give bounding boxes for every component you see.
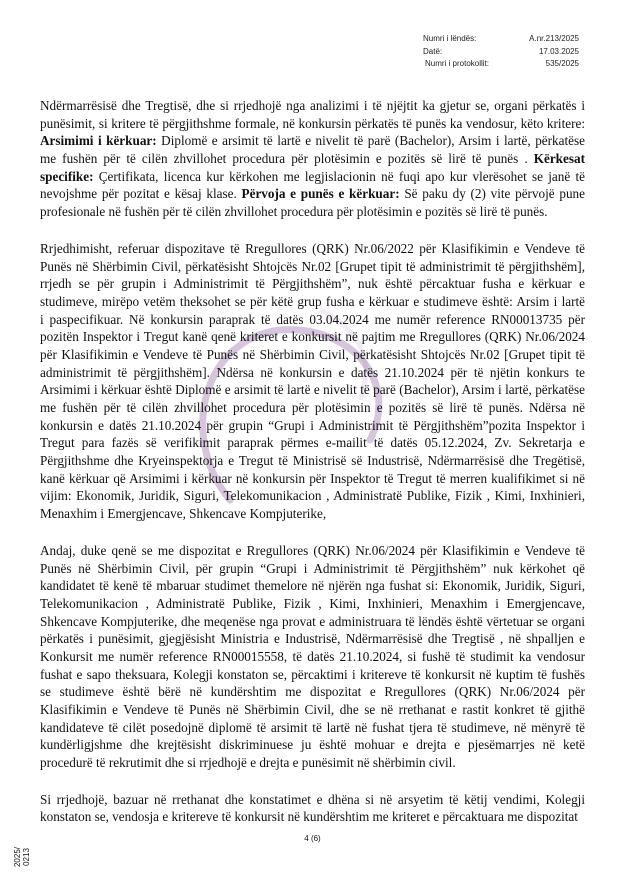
label: Numri i protokollit:: [425, 59, 490, 68]
paragraph: [40, 791, 585, 826]
text-line: Andaj, duke qenë se me dispozitat e Rregullores (QRK) Nr.06/2024 për Klasifikimin e Vendeve të: [40, 542, 585, 558]
text-line: Konkursit me numër reference RN00015558, të datës 21.10.2024, si fushë të studimit ka vendosur: [40, 648, 585, 664]
text-line: kandidateve të cilët posedojnë diplomë të arsimit të lartë në fushat tjera të studimeve, në mënyrë të: [40, 719, 585, 735]
label: Datë:: [423, 46, 443, 56]
text-line: Punës në Shërbimin Civil, për grupin “Grupi i Administrimit të Përgjithshëm” nuk kërkohet që: [40, 560, 585, 576]
text-line: kandidatet të kenë të mbaruar studimet themelore në njërën nga fushat si: Ekonomik, Juridik, Siguri,: [40, 578, 585, 594]
text-line: pozitën Inspektor i Tregut kanë qenë kriteret e konkursit në pajtim me Rregullores (QRK) Nr.06/2024: [40, 329, 585, 345]
text-line: punësimit, si kritere të përgjithshme formale, në konkursin përkatës të punës ka vendosur, këto kritere:: [40, 115, 585, 131]
text-line: procedurë të rekrutimit dhe si rrjedhojë e drejta e punësimit në shërbimin civil.: [40, 755, 456, 771]
text-line: rrjedh se për grupin i Administrimit të Përgjithshëm”, nuk është përcaktuar fusha e kërkuar e: [40, 276, 585, 292]
text-line: Menaxhim i Emergjencave, Shkencave Kompjuterike,: [40, 506, 327, 522]
bold-heading: Përvoja e punës e kërkuar:: [241, 186, 400, 202]
text-line: konstaton se, vendosja e kritereve të konkursit në kundërshtim me kriteret e përcaktuara me dispozitat: [40, 809, 578, 825]
date-row: [423, 47, 579, 60]
document-body: [40, 97, 585, 845]
label: Numri i lëndës:: [423, 34, 477, 43]
text-line: specifike: Çertifikata, licenca kur kërkohen me legjislacionin në fuqi apo kur vlerësohet se janë të: [40, 168, 585, 184]
text-line: me fushën për të cilën zhvillohet procedura për plotësimin e pozitës së lirë të punës . Kërkesat: [40, 151, 585, 167]
text-line: Ndërmarrësisë dhe Tregtisë, dhe si rrjedhojë nga analizimi i të njëjtit ka gjetur se, organi përkatës i: [40, 98, 585, 113]
text-line: Rrjedhimisht, referuar dispozitave të Rregullores (QRK) Nr.06/2022 për Klasifikimin e Vendeve të: [40, 240, 585, 256]
text-line: vijim: Ekonomik, Juridik, Siguri, Telekomunikacion , Administratë Publike, Fizik , Kimi, Inxhinieri,: [40, 488, 585, 504]
text-line: i paspecifikuar. Në konkursin paraprak të datës 03.04.2024 me numër reference RN00013735 për: [40, 311, 585, 327]
text-line: Klasifikimin e Vendeve të Punës në Shërbimin Civil, dhe se në rrethanat e rastit konkret të gjithë: [40, 702, 585, 717]
text-line: Përgjithshme dhe Kryeinspektorja e Tregut të Ministrisë së Industrisë, Ndërmarrësisë dhe Tregëtisë,: [40, 453, 585, 469]
protocol-number-row: [423, 59, 579, 72]
text-line: nevojshme për pozitat e kësaj klase. Përvoja e punës e kërkuar: Së paku dy (2) vite përvojë pune: [40, 186, 585, 202]
text-line: studimeve, mirëpo vetëm theksohet se për këtë grup fusha e kërkuar e studimeve është: Arsim i lartë: [40, 293, 585, 309]
bold-heading: specifike:: [40, 168, 94, 184]
text-line: Shkencave Kompjuterike, dhe meqenëse nga provat e administruara të lëndës është vërtetuar se organi: [40, 613, 585, 629]
value: 17.03.2025: [538, 46, 579, 56]
text-line: kundërligjshme dhe krejtësisht diskriminuese ju është mohuar e drejta e pjesëmarrjes në ketë: [40, 737, 585, 753]
case-info-header: [423, 34, 579, 72]
value: A.nr.213/2025: [529, 34, 579, 43]
paragraph: [40, 542, 585, 772]
bold-heading: Kërkesat: [533, 151, 585, 167]
text-line: Si rrjedhojë, bazuar në rrethanat dhe konstatimet e dhëna si në arsyetim të këtij vendimi, Kolegji: [40, 791, 585, 807]
text-line: përkatës i punësimit, gjegjësisht Ministria e Industrisë, Ndërmarrësisë dhe Tregtisë , në shpalljen e: [40, 631, 585, 647]
text-line: administrimit të përgjithshëm]. Ndërsa në konkursin e datës 21.10.2024 për të njëtin konkurs te: [40, 364, 585, 380]
side-reference-code: 2025/ 0213: [13, 846, 31, 868]
text-line: Tregut para fazës së verifikimit paraprak përmes e-mailit të datës 05.12.2024, Zv. Sekretarja e: [40, 435, 585, 451]
text-line: me fushën për të cilën zhvillohet procedura për plotësimin e pozitës së lirë të punës. Ndërsa në: [40, 400, 585, 415]
text-line: profesionale në fushën për të cilën zhvillohet procedura për plotësimin e pozitës së lirë të punës.: [40, 204, 548, 220]
page-number: 4 (6): [304, 834, 321, 843]
text-line: se studimeve është bërë në kundërshtim me dispozitat e Rregullores (QRK) Nr.06/2024 për: [40, 684, 585, 700]
value: 535/2025: [545, 59, 579, 68]
text-line: Punës në Shërbimin Civil, përkatësisht Shtojcës Nr.02 [Grupet tipit të administrimit të përgjithshëm],: [40, 258, 585, 274]
bold-heading: Arsimimi i kërkuar:: [40, 133, 157, 149]
text-line: Arsimimi i kërkuar është Diplomë e arsimit të lartë e nivelit të parë (Bachelor), Arsim i lartë, përkatëse: [40, 382, 585, 398]
paragraph: [40, 97, 585, 221]
text-line: Telekomunikacion , Administratë Publike, Fizik , Kimi, Inxhinieri, Menaxhim i Emergjencave,: [40, 595, 585, 611]
text-line: për Klasifikimin e Vendeve të Punës në Shërbimin Civil, përkatësisht Shtojcës Nr.02 [Grupet tipit të: [40, 346, 585, 362]
paragraph: [40, 240, 585, 523]
text-line: kanë kërkuar që Arsimimi i kërkuar në konkursin për Inspektor të Tregut të merren kualifikimet si në: [40, 470, 585, 486]
case-number-row: [423, 34, 579, 47]
text-line: fushat e sapo theksuara, Kolegji konstaton se, përcaktimi i kritereve të konkursit në kuptim të fushës: [40, 666, 585, 682]
text-line: Arsimimi i kërkuar: Diplomë e arsimit të lartë e nivelit të parë (Bachelor), Arsim i lartë, përkatëse: [40, 133, 585, 149]
text-line: konkursin e datës 21.10.2024 për grupin “Grupi i Administrimit të Përgjithshëm”pozita Inspektor i: [40, 417, 585, 433]
